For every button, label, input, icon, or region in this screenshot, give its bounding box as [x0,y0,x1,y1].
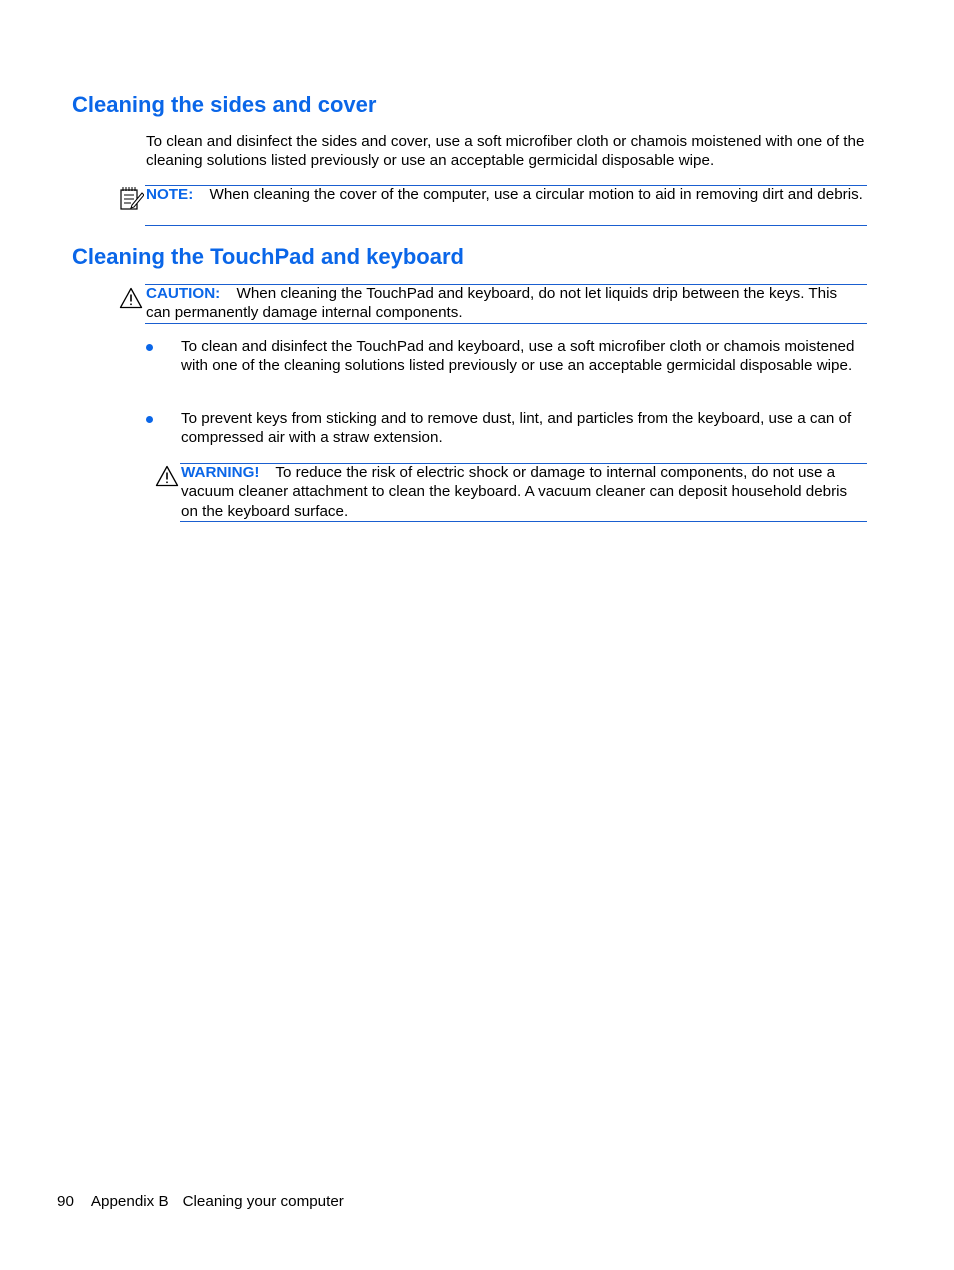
page-number: 90 [57,1193,74,1210]
caution-bottom-rule [145,323,867,324]
caution-label: CAUTION: [146,285,221,302]
list-item: To clean and disinfect the TouchPad and keyboard, use a soft microfiber cloth or chamois moistened with one of the cleaning solutions listed previously or use an acceptable germicidal disposable wipe. [181,338,855,375]
warning-text: To reduce the risk of electric shock or damage to internal components, do not use a vacuum cleaner attachment to clean the keyboard. A vacuum cleaner can deposit household debris on the keyboard surface. [181,464,848,520]
note-bottom-rule [145,225,867,226]
note-text: When cleaning the cover of the computer, use a circular motion to aid in removing dirt and debris. [209,186,863,203]
note-icon [118,185,144,216]
note-box [146,185,864,204]
sides-cover-paragraph: To clean and disinfect the sides and cover, use a soft microfiber cloth or chamois moistened with one of the cleaning solutions listed previously or use an acceptable germicidal disposable wipe. [146,133,865,170]
bullet-dot [146,416,153,423]
warning-label: WARNING! [181,464,260,481]
bullet-dot [146,344,153,351]
warning-box [181,463,865,521]
page-footer [57,1192,344,1211]
section-heading-touchpad-keyboard: Cleaning the TouchPad and keyboard [72,244,464,269]
section-heading-sides-cover: Cleaning the sides and cover [72,92,377,117]
warning-triangle-icon [155,465,179,492]
caution-box [146,284,864,323]
footer-title: Cleaning your computer [182,1193,344,1210]
warning-bottom-rule [180,521,867,522]
list-item: To prevent keys from sticking and to remove dust, lint, and particles from the keyboard, use a can of compressed air with a straw extension. [181,410,852,447]
note-label: NOTE: [146,186,194,203]
caution-triangle-icon [119,287,143,314]
caution-text: When cleaning the TouchPad and keyboard, do not let liquids drip between the keys. This can permanently damage internal components. [146,285,838,322]
footer-chapter: Appendix B [90,1193,169,1210]
